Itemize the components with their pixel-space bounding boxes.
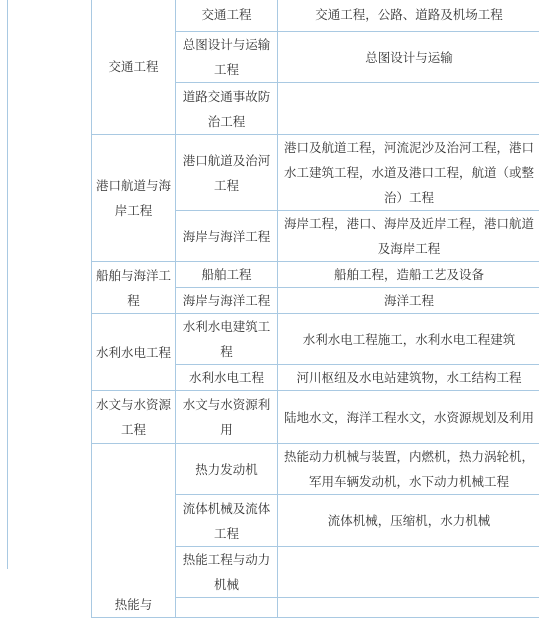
subject-cell: 海岸与海洋工程 bbox=[176, 288, 278, 314]
specialty-table bbox=[91, 0, 539, 618]
subject-cell bbox=[176, 598, 278, 618]
description-cell bbox=[278, 598, 539, 618]
category-cell: 水利水电工程 bbox=[92, 314, 176, 391]
subject-cell: 水利水电建筑工程 bbox=[176, 314, 278, 365]
description-cell: 港口及航道工程，河流泥沙及治河工程，港口水工建筑工程，水道及港口工程，航道（或整治）工程 bbox=[278, 135, 539, 211]
description-cell: 流体机械，压缩机，水力机械 bbox=[278, 495, 539, 547]
table-row bbox=[92, 444, 539, 495]
description-cell bbox=[278, 547, 539, 598]
description-cell: 海洋工程 bbox=[278, 288, 539, 314]
subject-cell: 道路交通事故防治工程 bbox=[176, 83, 278, 135]
category-cell: 港口航道与海岸工程 bbox=[92, 135, 176, 262]
table-row bbox=[92, 314, 539, 365]
subject-cell: 总图设计与运输工程 bbox=[176, 32, 278, 83]
description-cell: 总图设计与运输 bbox=[278, 32, 539, 83]
table-row bbox=[92, 262, 539, 288]
description-cell: 船舶工程，造船工艺及设备 bbox=[278, 262, 539, 288]
subject-cell: 海岸与海洋工程 bbox=[176, 211, 278, 262]
description-cell: 热能动力机械与装置，内燃机，热力涡轮机，军用车辆发动机，水下动力机械工程 bbox=[278, 444, 539, 495]
subject-cell: 热能工程与动力机械 bbox=[176, 547, 278, 598]
description-cell: 河川枢纽及水电站建筑物，水工结构工程 bbox=[278, 365, 539, 391]
subject-cell: 水利水电工程 bbox=[176, 365, 278, 391]
subject-cell: 流体机械及流体工程 bbox=[176, 495, 278, 547]
description-cell: 交通工程，公路、道路及机场工程 bbox=[278, 0, 539, 32]
category-cell: 热能与 bbox=[92, 444, 176, 618]
description-cell bbox=[278, 83, 539, 135]
subject-cell: 港口航道及治河工程 bbox=[176, 135, 278, 211]
description-cell: 海岸工程，港口、海岸及近岸工程，港口航道及海岸工程 bbox=[278, 211, 539, 262]
description-cell: 水利水电工程施工，水利水电工程建筑 bbox=[278, 314, 539, 365]
category-cell: 船舶与海洋工程 bbox=[92, 262, 176, 314]
subject-cell: 水文与水资源利用 bbox=[176, 391, 278, 444]
category-cell: 水文与水资源工程 bbox=[92, 391, 176, 444]
table-row bbox=[92, 135, 539, 211]
subject-cell: 船舶工程 bbox=[176, 262, 278, 288]
subject-cell: 热力发动机 bbox=[176, 444, 278, 495]
category-cell: 交通工程 bbox=[92, 0, 176, 135]
left-border-line bbox=[7, 0, 8, 569]
description-cell: 陆地水文，海洋工程水文，水资源规划及利用 bbox=[278, 391, 539, 444]
subject-cell: 交通工程 bbox=[176, 0, 278, 32]
table-row bbox=[92, 391, 539, 444]
table-row bbox=[92, 0, 539, 32]
